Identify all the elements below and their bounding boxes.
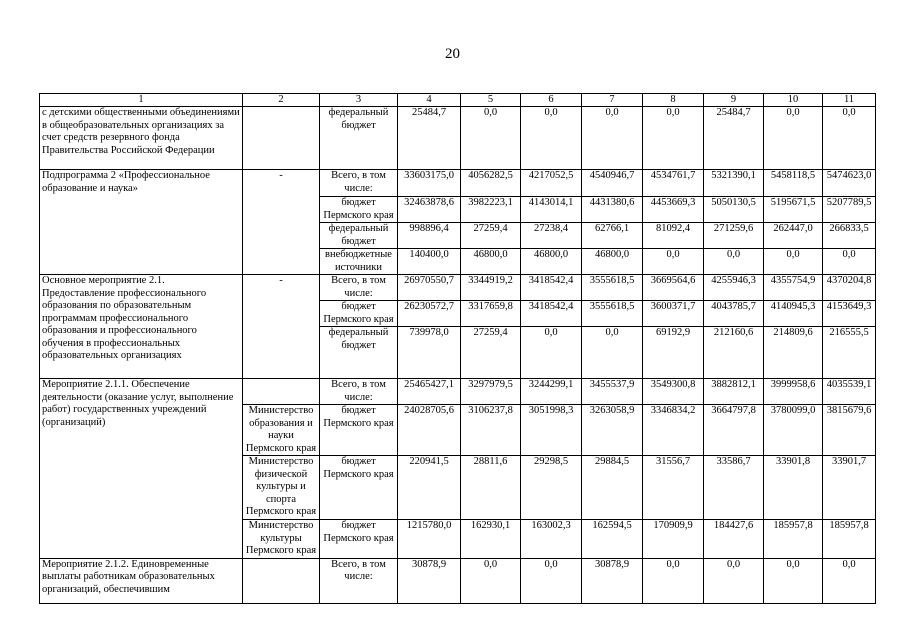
executor-cell	[243, 558, 320, 603]
column-number: 4	[398, 94, 461, 107]
value-cell: 5458118,5	[764, 170, 823, 197]
value-cell: 0,0	[823, 558, 876, 603]
value-cell: 33901,8	[764, 456, 823, 520]
value-cell: 216555,5	[823, 327, 876, 379]
value-cell: 3982223,1	[461, 197, 521, 223]
value-cell: 32463878,6	[398, 197, 461, 223]
funding-source-cell: Всего, в том числе:	[320, 379, 398, 405]
value-cell: 0,0	[823, 249, 876, 275]
table-row	[40, 275, 876, 301]
value-cell: 4140945,3	[764, 301, 823, 327]
column-number: 8	[643, 94, 704, 107]
value-cell: 3664797,8	[704, 405, 764, 456]
column-number: 5	[461, 94, 521, 107]
column-number: 1	[40, 94, 243, 107]
value-cell: 212160,6	[704, 327, 764, 379]
value-cell: 0,0	[582, 327, 643, 379]
value-cell: 4143014,1	[521, 197, 582, 223]
value-cell: 0,0	[643, 249, 704, 275]
value-cell: 1215780,0	[398, 520, 461, 559]
value-cell: 62766,1	[582, 223, 643, 249]
value-cell: 3999958,6	[764, 379, 823, 405]
value-cell: 25465427,1	[398, 379, 461, 405]
value-cell: 4370204,8	[823, 275, 876, 301]
value-cell: 0,0	[582, 107, 643, 170]
value-cell: 162594,5	[582, 520, 643, 559]
column-number: 10	[764, 94, 823, 107]
value-cell: 162930,1	[461, 520, 521, 559]
value-cell: 27259,4	[461, 223, 521, 249]
funding-source-cell: Всего, в том числе:	[320, 275, 398, 301]
value-cell: 33901,7	[823, 456, 876, 520]
funding-source-cell: бюджет Пермского края	[320, 520, 398, 559]
value-cell: 3815679,6	[823, 405, 876, 456]
value-cell: 140400,0	[398, 249, 461, 275]
activity-name-cell: Мероприятие 2.1.2. Единовременные выплаты работникам образовательных организаций, обеспечившим	[40, 558, 243, 603]
value-cell: 184427,6	[704, 520, 764, 559]
value-cell: 4056282,5	[461, 170, 521, 197]
column-number: 2	[243, 94, 320, 107]
value-cell: 46800,0	[582, 249, 643, 275]
activity-name-cell: Подпрограмма 2 «Профессиональное образование и наука»	[40, 170, 243, 275]
column-number: 7	[582, 94, 643, 107]
value-cell: 33603175,0	[398, 170, 461, 197]
value-cell: 4453669,3	[643, 197, 704, 223]
value-cell: 81092,4	[643, 223, 704, 249]
value-cell: 0,0	[461, 558, 521, 603]
value-cell: 3244299,1	[521, 379, 582, 405]
table-row	[40, 170, 876, 197]
value-cell: 3555618,5	[582, 275, 643, 301]
value-cell: 3455537,9	[582, 379, 643, 405]
page-number: 20	[445, 46, 460, 62]
value-cell: 214809,6	[764, 327, 823, 379]
executor-cell	[243, 379, 320, 405]
value-cell: 185957,8	[764, 520, 823, 559]
funding-source-cell: внебюджетные источники	[320, 249, 398, 275]
value-cell: 31556,7	[643, 456, 704, 520]
value-cell: 30878,9	[582, 558, 643, 603]
value-cell: 220941,5	[398, 456, 461, 520]
value-cell: 3549300,8	[643, 379, 704, 405]
value-cell: 33586,7	[704, 456, 764, 520]
value-cell: 28811,6	[461, 456, 521, 520]
value-cell: 3555618,5	[582, 301, 643, 327]
budget-table	[39, 93, 876, 604]
value-cell: 46800,0	[521, 249, 582, 275]
value-cell: 5474623,0	[823, 170, 876, 197]
column-number: 3	[320, 94, 398, 107]
value-cell: 163002,3	[521, 520, 582, 559]
table-row	[40, 558, 876, 603]
value-cell: 0,0	[704, 558, 764, 603]
value-cell: 30878,9	[398, 558, 461, 603]
value-cell: 4217052,5	[521, 170, 582, 197]
funding-source-cell: федеральный бюджет	[320, 327, 398, 379]
value-cell: 69192,9	[643, 327, 704, 379]
value-cell: 5050130,5	[704, 197, 764, 223]
value-cell: 25484,7	[704, 107, 764, 170]
value-cell: 998896,4	[398, 223, 461, 249]
value-cell: 3780099,0	[764, 405, 823, 456]
value-cell: 0,0	[521, 558, 582, 603]
value-cell: 27259,4	[461, 327, 521, 379]
value-cell: 3051998,3	[521, 405, 582, 456]
value-cell: 266833,5	[823, 223, 876, 249]
value-cell: 5321390,1	[704, 170, 764, 197]
value-cell: 739978,0	[398, 327, 461, 379]
value-cell: 29298,5	[521, 456, 582, 520]
value-cell: 5207789,5	[823, 197, 876, 223]
value-cell: 27238,4	[521, 223, 582, 249]
value-cell: 271259,6	[704, 223, 764, 249]
funding-source-cell: Всего, в том числе:	[320, 558, 398, 603]
column-number: 11	[823, 94, 876, 107]
table-row	[40, 379, 876, 405]
table-body	[40, 107, 876, 604]
value-cell: 0,0	[764, 558, 823, 603]
value-cell: 0,0	[643, 107, 704, 170]
column-number: 6	[521, 94, 582, 107]
value-cell: 3263058,9	[582, 405, 643, 456]
executor-cell: -	[243, 170, 320, 275]
value-cell: 0,0	[764, 107, 823, 170]
value-cell: 262447,0	[764, 223, 823, 249]
value-cell: 4431380,6	[582, 197, 643, 223]
value-cell: 3882812,1	[704, 379, 764, 405]
column-number-row	[40, 94, 876, 107]
value-cell: 3106237,8	[461, 405, 521, 456]
value-cell: 24028705,6	[398, 405, 461, 456]
value-cell: 4355754,9	[764, 275, 823, 301]
column-number: 9	[704, 94, 764, 107]
value-cell: 26970550,7	[398, 275, 461, 301]
value-cell: 3297979,5	[461, 379, 521, 405]
funding-source-cell: бюджет Пермского края	[320, 301, 398, 327]
value-cell: 3669564,6	[643, 275, 704, 301]
value-cell: 4534761,7	[643, 170, 704, 197]
value-cell: 3344919,2	[461, 275, 521, 301]
value-cell: 3418542,4	[521, 275, 582, 301]
value-cell: 185957,8	[823, 520, 876, 559]
table-row	[40, 107, 876, 170]
value-cell: 4035539,1	[823, 379, 876, 405]
value-cell: 3317659,8	[461, 301, 521, 327]
value-cell: 0,0	[461, 107, 521, 170]
value-cell: 29884,5	[582, 456, 643, 520]
value-cell: 3418542,4	[521, 301, 582, 327]
value-cell: 26230572,7	[398, 301, 461, 327]
value-cell: 25484,7	[398, 107, 461, 170]
value-cell: 4255946,3	[704, 275, 764, 301]
funding-source-cell: федеральный бюджет	[320, 107, 398, 170]
value-cell: 0,0	[521, 327, 582, 379]
funding-source-cell: бюджет Пермского края	[320, 456, 398, 520]
value-cell: 46800,0	[461, 249, 521, 275]
value-cell: 0,0	[643, 558, 704, 603]
value-cell: 4153649,3	[823, 301, 876, 327]
executor-cell	[243, 107, 320, 170]
funding-source-cell: федеральный бюджет	[320, 223, 398, 249]
executor-cell: Министерство культуры Пермского края	[243, 520, 320, 559]
funding-source-cell: бюджет Пермского края	[320, 197, 398, 223]
executor-cell: Министерство образования и науки Пермского края	[243, 405, 320, 456]
value-cell: 0,0	[704, 249, 764, 275]
executor-cell: -	[243, 275, 320, 379]
value-cell: 5195671,5	[764, 197, 823, 223]
value-cell: 170909,9	[643, 520, 704, 559]
funding-source-cell: бюджет Пермского края	[320, 405, 398, 456]
value-cell: 4540946,7	[582, 170, 643, 197]
funding-source-cell: Всего, в том числе:	[320, 170, 398, 197]
value-cell: 0,0	[823, 107, 876, 170]
activity-name-cell: Мероприятие 2.1.1. Обеспечение деятельности (оказание услуг, выполнение работ) государственных учреждений (организаций)	[40, 379, 243, 559]
executor-cell: Министерство физической культуры и спорта Пермского края	[243, 456, 320, 520]
activity-name-cell: с детскими общественными объединениями в общеобразовательных организациях за счет средств резервного фонда Правительства Российской Федерации	[40, 107, 243, 170]
value-cell: 0,0	[521, 107, 582, 170]
value-cell: 3346834,2	[643, 405, 704, 456]
value-cell: 4043785,7	[704, 301, 764, 327]
value-cell: 3600371,7	[643, 301, 704, 327]
value-cell: 0,0	[764, 249, 823, 275]
activity-name-cell: Основное мероприятие 2.1. Предоставление профессионального образования по образовательным программам профессионального образования и профессионального обучения в профессиональных образовательных организациях	[40, 275, 243, 379]
